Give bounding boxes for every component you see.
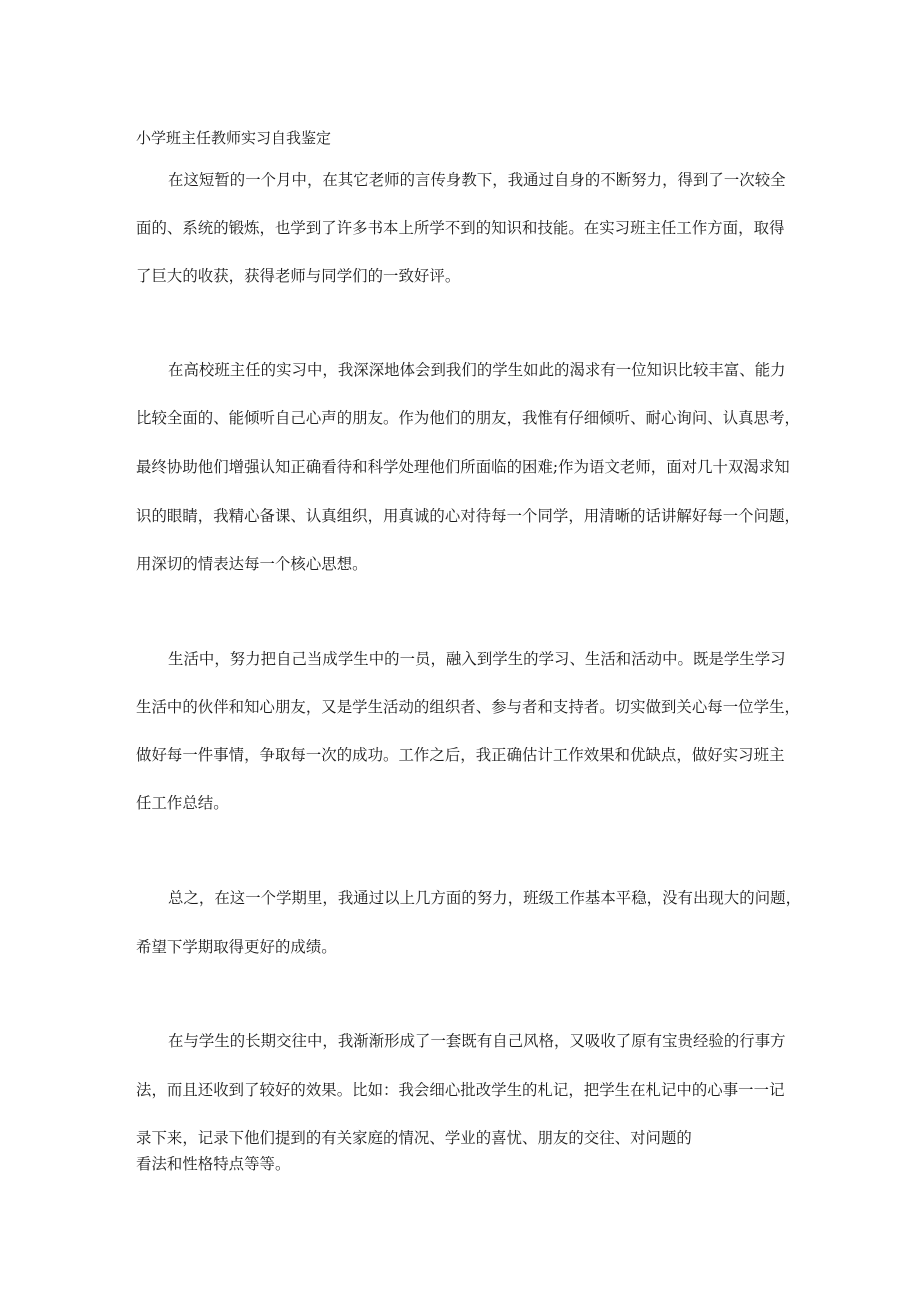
paragraph-3-line-2: 生活中的伙伴和知心朋友，又是学生活动的组织者、参与者和支持者。切实做到关心每一位学生， — [136, 698, 800, 716]
document-title: 小学班主任教师实习自我鉴定 — [136, 129, 332, 147]
paragraph-3-line-1: 生活中，努力把自己当成学生中的一员，融入到学生的学习、生活和活动中。既是学生学习 — [168, 650, 786, 668]
paragraph-3-line-3: 做好每一件事情，争取每一次的成功。工作之后，我正确估计工作效果和优缺点，做好实习班主 — [136, 746, 785, 764]
paragraph-1-line-1: 在这短暂的一个月中，在其它老师的言传身教下，我通过自身的不断努力，得到了一次较全 — [168, 171, 786, 189]
paragraph-3-line-4: 任工作总结。 — [136, 794, 229, 812]
paragraph-2-line-3: 最终协助他们增强认知正确看待和科学处理他们所面临的困难;作为语文老师，面对几十双渴求知 — [136, 458, 790, 476]
paragraph-2-line-1: 在高校班主任的实习中，我深深地体会到我们的学生如此的渴求有一位知识比较丰富、能力 — [168, 361, 786, 379]
paragraph-1-line-2: 面的、系统的锻炼，也学到了许多书本上所学不到的知识和技能。在实习班主任工作方面，取得 — [136, 219, 785, 237]
paragraph-1-line-3: 了巨大的收获，获得老师与同学们的一致好评。 — [136, 267, 461, 285]
paragraph-4-line-2: 希望下学期取得更好的成绩。 — [136, 938, 337, 956]
paragraph-4-line-1: 总之，在这一个学期里，我通过以上几方面的努力，班级工作基本平稳，没有出现大的问题， — [168, 889, 802, 907]
paragraph-2-line-4: 识的眼睛，我精心备课、认真组织，用真诚的心对待每一个同学，用清晰的话讲解好每一个问题， — [136, 507, 800, 525]
paragraph-5-line-3: 录下来，记录下他们提到的有关家庭的情况、学业的喜忧、朋友的交往、对问题的 — [136, 1129, 692, 1147]
paragraph-5-line-4: 看法和性格特点等等。 — [136, 1155, 291, 1173]
paragraph-2-line-2: 比较全面的、能倾听自己心声的朋友。作为他们的朋友，我惟有仔细倾听、耐心询问、认真思考， — [136, 409, 800, 427]
paragraph-5-line-2: 法，而且还收到了较好的效果。比如：我会细心批改学生的札记，把学生在札记中的心事一一记 — [136, 1081, 785, 1099]
paragraph-2-line-5: 用深切的情表达每一个核心思想。 — [136, 555, 368, 573]
paragraph-5-line-1: 在与学生的长期交往中，我渐渐形成了一套既有自己风格，又吸收了原有宝贵经验的行事方 — [168, 1032, 786, 1050]
